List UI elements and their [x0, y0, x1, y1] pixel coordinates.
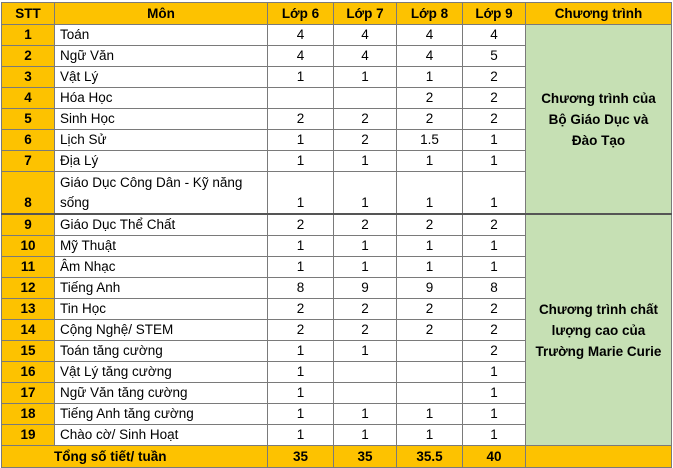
- row-lop7: [334, 362, 397, 383]
- row-stt: 11: [2, 257, 55, 278]
- row-subject: Ngữ Văn tăng cường: [55, 383, 268, 404]
- row-subject: Giáo Dục Công Dân - Kỹ năng sống: [55, 172, 268, 215]
- header-lop7: Lớp 7: [334, 3, 397, 25]
- row-lop8: 2: [397, 109, 463, 130]
- row-lop6: 4: [268, 25, 334, 46]
- header-lop6: Lớp 6: [268, 3, 334, 25]
- row-lop8: 1: [397, 404, 463, 425]
- row-lop7: [334, 383, 397, 404]
- row-lop9: 2: [463, 109, 526, 130]
- row-lop7: 9: [334, 278, 397, 299]
- row-stt: 18: [2, 404, 55, 425]
- row-lop9: 1: [463, 425, 526, 446]
- row-lop9: 2: [463, 320, 526, 341]
- row-lop9: 1: [463, 130, 526, 151]
- row-stt: 19: [2, 425, 55, 446]
- total-lop9: 40: [463, 446, 526, 468]
- row-stt: 9: [2, 214, 55, 236]
- row-lop7: 2: [334, 299, 397, 320]
- row-lop7: 1: [334, 172, 397, 215]
- row-stt: 12: [2, 278, 55, 299]
- row-subject: Âm Nhạc: [55, 257, 268, 278]
- row-lop8: 4: [397, 25, 463, 46]
- header-mon: Môn: [55, 3, 268, 25]
- row-lop6: 1: [268, 383, 334, 404]
- row-lop7: 1: [334, 341, 397, 362]
- header-row: [2, 3, 672, 25]
- row-lop8: [397, 383, 463, 404]
- row-lop7: 4: [334, 25, 397, 46]
- row-lop6: 1: [268, 425, 334, 446]
- row-stt: 10: [2, 236, 55, 257]
- row-lop7: 1: [334, 257, 397, 278]
- row-lop6: 1: [268, 362, 334, 383]
- row-stt: 16: [2, 362, 55, 383]
- row-subject: Tin Học: [55, 299, 268, 320]
- row-lop9: 1: [463, 151, 526, 172]
- row-stt: 13: [2, 299, 55, 320]
- row-stt: 8: [2, 172, 55, 215]
- program-marie-curie: Chương trình chất lượng cao của Trường Marie Curie: [526, 214, 672, 446]
- row-lop6: 2: [268, 214, 334, 236]
- row-subject: Lịch Sử: [55, 130, 268, 151]
- row-lop9: 1: [463, 236, 526, 257]
- row-lop9: 1: [463, 362, 526, 383]
- row-lop6: 1: [268, 404, 334, 425]
- row-lop9: 2: [463, 88, 526, 109]
- row-subject: Toán: [55, 25, 268, 46]
- row-lop6: 2: [268, 299, 334, 320]
- row-lop9: 1: [463, 172, 526, 215]
- row-lop6: 8: [268, 278, 334, 299]
- row-lop8: [397, 341, 463, 362]
- row-lop7: 1: [334, 236, 397, 257]
- row-subject: Sinh Học: [55, 109, 268, 130]
- row-lop9: 8: [463, 278, 526, 299]
- row-lop6: 1: [268, 172, 334, 215]
- row-lop8: 1.5: [397, 130, 463, 151]
- row-subject: Tiếng Anh: [55, 278, 268, 299]
- row-subject: Vật Lý tăng cường: [55, 362, 268, 383]
- row-lop7: 2: [334, 214, 397, 236]
- row-lop7: 1: [334, 151, 397, 172]
- row-lop8: 2: [397, 299, 463, 320]
- row-lop9: 2: [463, 341, 526, 362]
- row-subject: Ngữ Văn: [55, 46, 268, 67]
- row-lop9: 2: [463, 67, 526, 88]
- row-stt: 4: [2, 88, 55, 109]
- row-stt: 14: [2, 320, 55, 341]
- row-stt: 17: [2, 383, 55, 404]
- header-chuong-trinh: Chương trình: [526, 3, 672, 25]
- total-row: [2, 446, 672, 468]
- row-subject: Hóa Học: [55, 88, 268, 109]
- row-lop8: 1: [397, 425, 463, 446]
- row-lop7: 1: [334, 67, 397, 88]
- row-lop9: 5: [463, 46, 526, 67]
- row-lop8: 9: [397, 278, 463, 299]
- row-lop8: 2: [397, 88, 463, 109]
- row-lop8: 4: [397, 46, 463, 67]
- row-lop8: 1: [397, 257, 463, 278]
- row-lop9: 1: [463, 404, 526, 425]
- header-lop9: Lớp 9: [463, 3, 526, 25]
- row-stt: 5: [2, 109, 55, 130]
- row-lop6: 4: [268, 46, 334, 67]
- row-stt: 2: [2, 46, 55, 67]
- row-lop9: 2: [463, 214, 526, 236]
- row-subject: Tiếng Anh tăng cường: [55, 404, 268, 425]
- table-row: [2, 214, 672, 236]
- row-lop6: 1: [268, 341, 334, 362]
- row-lop8: 1: [397, 67, 463, 88]
- total-empty: [526, 446, 672, 468]
- total-lop7: 35: [334, 446, 397, 468]
- row-lop6: 2: [268, 109, 334, 130]
- total-lop6: 35: [268, 446, 334, 468]
- row-subject: Mỹ Thuật: [55, 236, 268, 257]
- row-stt: 1: [2, 25, 55, 46]
- row-lop8: [397, 362, 463, 383]
- row-lop8: 1: [397, 151, 463, 172]
- total-label: Tổng số tiết/ tuần: [2, 446, 268, 468]
- row-lop7: 4: [334, 46, 397, 67]
- row-subject: Cộng Nghệ/ STEM: [55, 320, 268, 341]
- table-row: [2, 25, 672, 46]
- row-stt: 15: [2, 341, 55, 362]
- row-subject: Giáo Dục Thể Chất: [55, 214, 268, 236]
- row-lop6: 2: [268, 320, 334, 341]
- row-lop6: 1: [268, 130, 334, 151]
- row-lop7: 2: [334, 130, 397, 151]
- row-subject: Toán tăng cường: [55, 341, 268, 362]
- row-lop8: 1: [397, 172, 463, 215]
- row-lop7: 2: [334, 109, 397, 130]
- row-lop6: 1: [268, 151, 334, 172]
- row-stt: 3: [2, 67, 55, 88]
- row-lop9: 1: [463, 383, 526, 404]
- row-lop7: 2: [334, 320, 397, 341]
- row-lop7: 1: [334, 425, 397, 446]
- row-lop7: [334, 88, 397, 109]
- row-subject: Chào cờ/ Sinh Hoạt: [55, 425, 268, 446]
- row-subject: Địa Lý: [55, 151, 268, 172]
- header-lop8: Lớp 8: [397, 3, 463, 25]
- row-lop6: 1: [268, 67, 334, 88]
- row-lop9: 1: [463, 257, 526, 278]
- curriculum-table: [1, 2, 672, 468]
- total-lop8: 35.5: [397, 446, 463, 468]
- header-stt: STT: [2, 3, 55, 25]
- row-lop9: 2: [463, 299, 526, 320]
- row-subject: Vật Lý: [55, 67, 268, 88]
- row-lop8: 2: [397, 214, 463, 236]
- row-lop6: 1: [268, 236, 334, 257]
- row-lop7: 1: [334, 404, 397, 425]
- row-stt: 7: [2, 151, 55, 172]
- row-stt: 6: [2, 130, 55, 151]
- program-moet: Chương trình của Bộ Giáo Dục và Đào Tạo: [526, 25, 672, 215]
- row-lop9: 4: [463, 25, 526, 46]
- row-lop6: 1: [268, 257, 334, 278]
- row-lop8: 2: [397, 320, 463, 341]
- row-lop6: [268, 88, 334, 109]
- row-lop8: 1: [397, 236, 463, 257]
